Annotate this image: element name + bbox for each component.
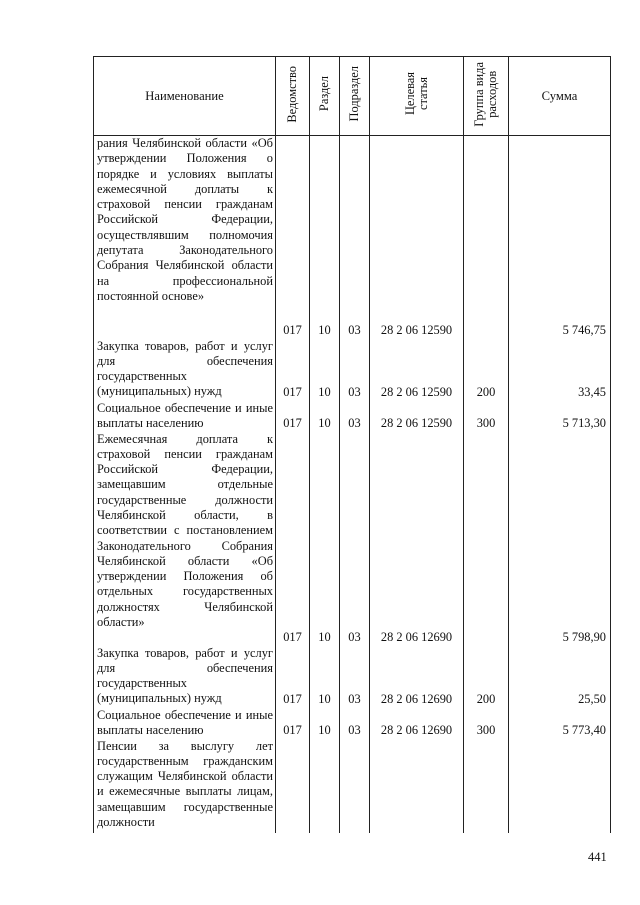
row-podrazdel xyxy=(340,739,370,833)
table-header-row xyxy=(94,57,611,136)
row-summa: 5 773,40 xyxy=(509,708,611,739)
header-celevaya: Целевая статья xyxy=(370,57,464,136)
row-podrazdel: 03 xyxy=(340,708,370,739)
row-name: Закупка товаров, работ и услуг для обеспечения государственных (муниципальных) нужд xyxy=(94,339,276,401)
row-celevaya: 28 2 06 12590 xyxy=(370,136,464,339)
row-podrazdel: 03 xyxy=(340,646,370,708)
row-name: Ежемесячная доплата к страховой пенсии гражданам Российской Федерации, замещавшим отдельные государственные должности Челябинской области, в соответствии с постановлением Законодательного Собрания Челябинской области «Об утверждении Положения об отдельных государственных должностях Челябинской области» xyxy=(94,432,276,646)
row-name: Социальное обеспечение и иные выплаты населению xyxy=(94,708,276,739)
row-razdel: 10 xyxy=(310,339,340,401)
row-celevaya: 28 2 06 12590 xyxy=(370,339,464,401)
row-vedomstvo xyxy=(276,739,310,833)
row-vedomstvo: 017 xyxy=(276,339,310,401)
row-summa xyxy=(509,739,611,833)
table-row xyxy=(94,646,611,708)
row-celevaya: 28 2 06 12690 xyxy=(370,432,464,646)
row-vedomstvo: 017 xyxy=(276,646,310,708)
row-razdel xyxy=(310,739,340,833)
header-razdel: Раздел xyxy=(310,57,340,136)
header-podrazdel: Подраздел xyxy=(340,57,370,136)
row-vedomstvo: 017 xyxy=(276,401,310,432)
row-podrazdel: 03 xyxy=(340,432,370,646)
row-gruppa xyxy=(464,432,509,646)
row-razdel: 10 xyxy=(310,432,340,646)
row-razdel: 10 xyxy=(310,708,340,739)
row-name: рания Челябинской области «Об утверждении Положения о порядке и условиях выплаты ежемесячной доплаты к страховой пенсии гражданам Российской Федерации, осуществлявшим полномочия депутата Законодательного Собрания Челябинской области на профессиональной постоянной основе» xyxy=(94,136,276,339)
row-gruppa: 200 xyxy=(464,646,509,708)
row-podrazdel: 03 xyxy=(340,401,370,432)
table-row xyxy=(94,401,611,432)
row-gruppa: 300 xyxy=(464,401,509,432)
row-celevaya: 28 2 06 12590 xyxy=(370,401,464,432)
row-razdel: 10 xyxy=(310,136,340,339)
budget-table xyxy=(93,56,611,833)
row-gruppa xyxy=(464,739,509,833)
row-vedomstvo: 017 xyxy=(276,432,310,646)
table-row xyxy=(94,739,611,833)
row-summa: 5 798,90 xyxy=(509,432,611,646)
row-razdel: 10 xyxy=(310,646,340,708)
header-name: Наименование xyxy=(94,57,276,136)
header-summa: Сумма xyxy=(509,57,611,136)
table-row xyxy=(94,339,611,401)
table-row xyxy=(94,136,611,339)
header-vedomstvo: Ведомство xyxy=(276,57,310,136)
row-vedomstvo: 017 xyxy=(276,708,310,739)
row-celevaya: 28 2 06 12690 xyxy=(370,646,464,708)
row-summa: 25,50 xyxy=(509,646,611,708)
page-number: 441 xyxy=(588,850,607,864)
row-celevaya xyxy=(370,739,464,833)
row-vedomstvo: 017 xyxy=(276,136,310,339)
table-row xyxy=(94,432,611,646)
header-gruppa: Группа вида расходов xyxy=(464,57,509,136)
row-summa: 5 713,30 xyxy=(509,401,611,432)
row-gruppa: 200 xyxy=(464,339,509,401)
row-name: Закупка товаров, работ и услуг для обеспечения государственных (муниципальных) нужд xyxy=(94,646,276,708)
row-razdel: 10 xyxy=(310,401,340,432)
row-name: Пенсии за выслугу лет государственным гражданским служащим Челябинской области и ежемесячные выплаты лицам, замещавшим государственные должности xyxy=(94,739,276,833)
row-name: Социальное обеспечение и иные выплаты населению xyxy=(94,401,276,432)
row-summa: 5 746,75 xyxy=(509,136,611,339)
row-podrazdel: 03 xyxy=(340,136,370,339)
row-summa: 33,45 xyxy=(509,339,611,401)
row-celevaya: 28 2 06 12690 xyxy=(370,708,464,739)
table-row xyxy=(94,708,611,739)
row-gruppa xyxy=(464,136,509,339)
row-podrazdel: 03 xyxy=(340,339,370,401)
row-gruppa: 300 xyxy=(464,708,509,739)
